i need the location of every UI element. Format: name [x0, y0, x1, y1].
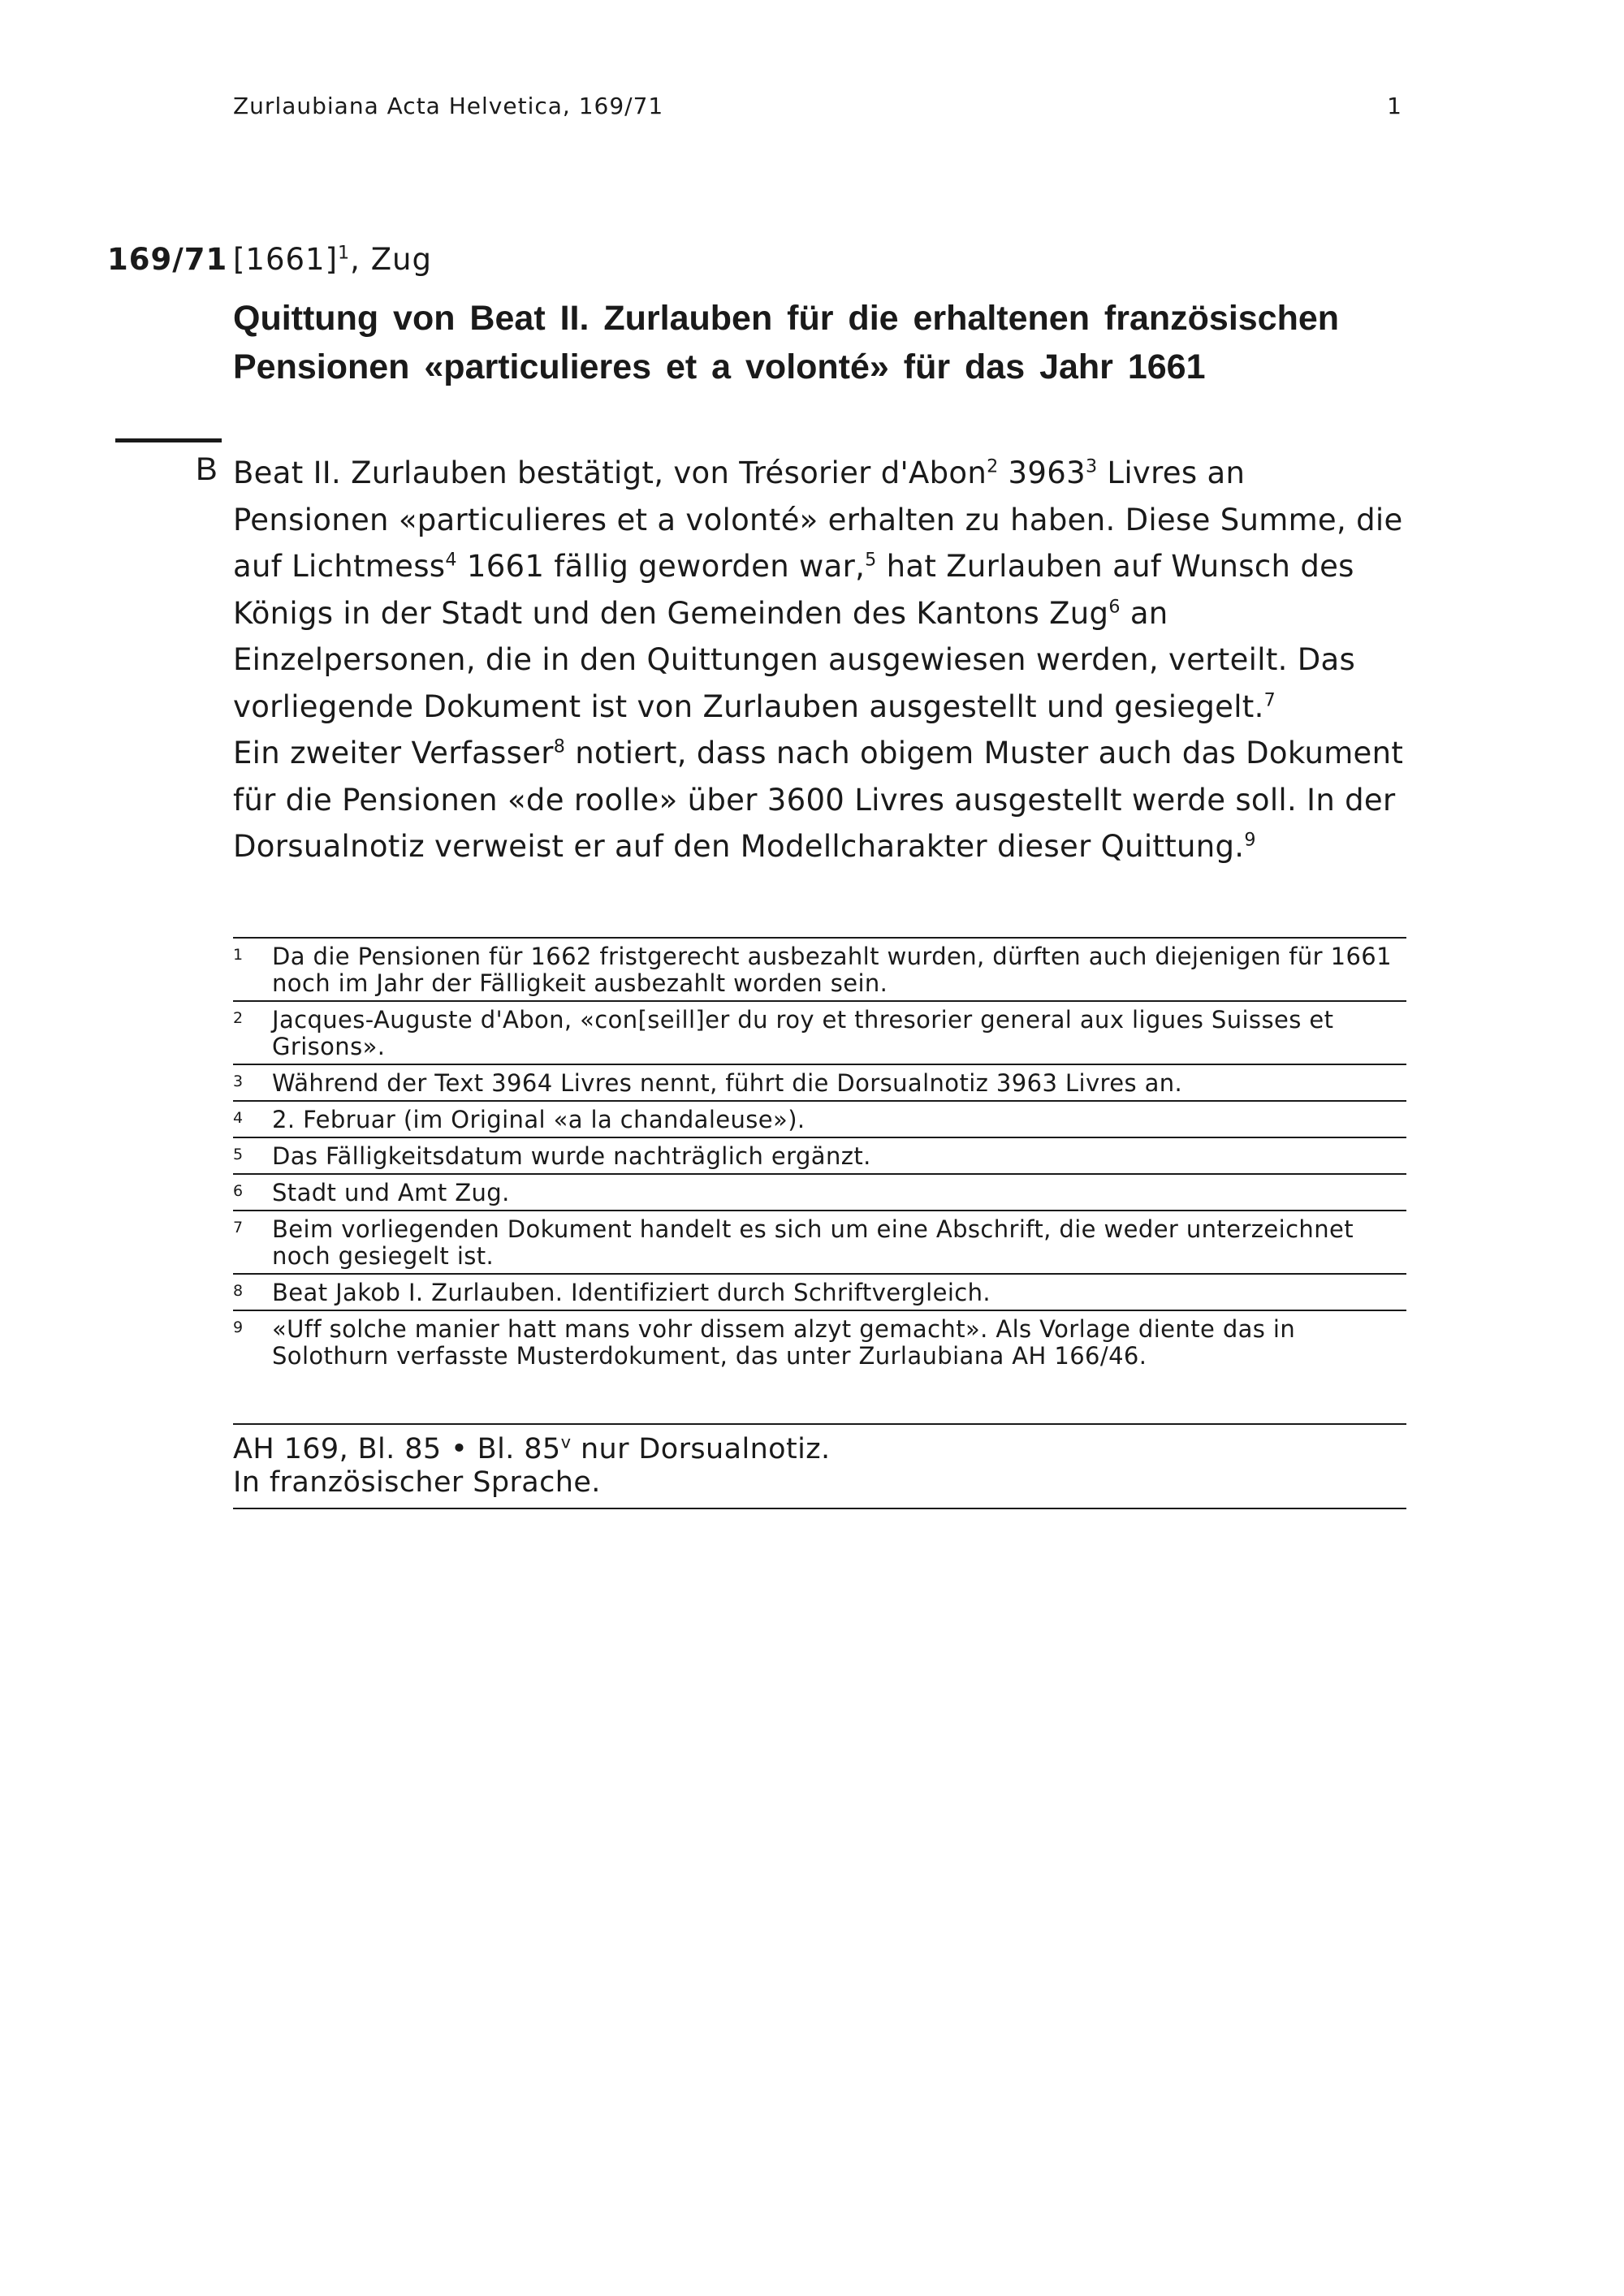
- document-title: [233, 294, 1410, 391]
- footnote-text: Stadt und Amt Zug.: [272, 1179, 510, 1206]
- document-number: 169/71: [107, 242, 228, 277]
- title-line: Quittung von Beat II. Zurlauben für die erhaltenen französischen: [233, 299, 1340, 338]
- footnote-text: 2. Februar (im Original «a la chandaleuse»).: [272, 1106, 806, 1133]
- section-rule: [115, 438, 222, 442]
- document-date: [233, 242, 432, 277]
- footnote-ref: 5: [865, 549, 877, 571]
- text-run: notiert, dass nach obigem Muster auch das Dokument für die Pensionen «de roolle» über 3600 Livres ausgestellt werde soll. In der Dorsualnotiz verweist er auf den Modellcharakter dieser Quittung.: [233, 736, 1404, 864]
- footnote-number: 9: [233, 1318, 244, 1336]
- footnote-text: Während der Text 3964 Livres nennt, führt die Dorsualnotiz 3963 Livres an.: [272, 1069, 1183, 1097]
- verso-mark: v: [560, 1432, 572, 1452]
- footnote-text: «Uff solche manier hatt mans vohr dissem alzyt gemacht». Als Vorlage diente das in Solothurn verfasste Musterdokument, das unter Zurlaubiana AH 166/46.: [272, 1315, 1296, 1370]
- footnote: [233, 1273, 1406, 1310]
- footnote-ref: 4: [445, 549, 457, 571]
- source-line: [233, 1433, 1406, 1466]
- summary-paragraph: [233, 730, 1406, 870]
- date-text: [1661]: [233, 242, 339, 277]
- footnote-ref: 6: [1108, 596, 1121, 618]
- summary-paragraph: [233, 450, 1406, 730]
- footnote-ref: 7: [1263, 689, 1276, 711]
- footnote-text: Beat Jakob I. Zurlauben. Identifiziert durch Schriftvergleich.: [272, 1279, 991, 1306]
- footnote-number: 7: [233, 1219, 244, 1236]
- title-line: Pensionen «particulieres et a volonté» für das Jahr 1661: [233, 347, 1206, 386]
- text-run: 3963: [998, 455, 1086, 490]
- footnote-number: 8: [233, 1282, 244, 1300]
- footnote-number: 2: [233, 1009, 244, 1027]
- footnote: [233, 1100, 1406, 1137]
- text-run: Beat II. Zurlauben bestätigt, von Trésorier d'Abon: [233, 455, 987, 490]
- text-run: 1661 fällig geworden war,: [456, 549, 866, 584]
- running-header: [233, 93, 1402, 119]
- summary-body: [233, 450, 1406, 870]
- footnote: [233, 1310, 1406, 1373]
- section-marker: B: [196, 451, 218, 487]
- footnote-text: Da die Pensionen für 1662 fristgerecht ausbezahlt wurden, dürften auch diejenigen für 1661 noch im Jahr der Fälligkeit ausbezahlt worden sein.: [272, 943, 1393, 997]
- footnote-ref: 2: [987, 455, 999, 477]
- footnote-number: 5: [233, 1146, 244, 1163]
- footnote-text: Das Fälligkeitsdatum wurde nachträglich ergänzt.: [272, 1142, 871, 1170]
- text-run: Ein zweiter Verfasser: [233, 736, 554, 770]
- text-run: hat Zurlauben auf Wunsch des Königs in der Stadt und den Gemeinden des Kantons Zug: [233, 549, 1354, 631]
- footnote-ref: 3: [1085, 455, 1098, 477]
- footnote-ref: 9: [1244, 829, 1256, 851]
- text-run: Livres an Pensionen «particulieres et a volonté» erhalten zu haben. Diese Summe, die auf Lichtmess: [233, 455, 1403, 584]
- source-note: [233, 1423, 1406, 1509]
- page-number: 1: [1387, 93, 1402, 119]
- text-run: AH 169, Bl. 85 • Bl. 85: [233, 1433, 561, 1465]
- text-run: an Einzelpersonen, die in den Quittungen ausgewiesen werden, verteilt. Das vorliegende Dokument ist von Zurlauben ausgestellt und gesiegelt.: [233, 595, 1356, 724]
- place-text: , Zug: [350, 242, 432, 277]
- footnote: [233, 1000, 1406, 1064]
- footnote-text: Jacques-Auguste d'Abon, «con[seill]er du roy et thresorier general aux ligues Suisses et Grisons».: [272, 1006, 1334, 1060]
- footnote-number: 4: [233, 1109, 244, 1127]
- footnote-text: Beim vorliegenden Dokument handelt es sich um eine Abschrift, die weder unterzeichnet noch gesiegelt ist.: [272, 1215, 1354, 1270]
- running-title: Zurlaubiana Acta Helvetica, 169/71: [233, 93, 664, 119]
- footnote: [233, 1064, 1406, 1100]
- footnote-number: 6: [233, 1182, 244, 1200]
- footnotes: [233, 937, 1406, 1373]
- footnote-number: 1: [233, 946, 244, 964]
- footnote: [233, 1173, 1406, 1210]
- footnote: [233, 1210, 1406, 1273]
- language-line: In französischer Sprache.: [233, 1466, 601, 1499]
- footnote-number: 3: [233, 1072, 244, 1090]
- footnote: [233, 1137, 1406, 1173]
- footnote-ref: 8: [553, 736, 566, 757]
- text-run: nur Dorsualnotiz.: [571, 1433, 831, 1465]
- footnote-ref: 1: [338, 242, 351, 264]
- footnote: [233, 937, 1406, 1000]
